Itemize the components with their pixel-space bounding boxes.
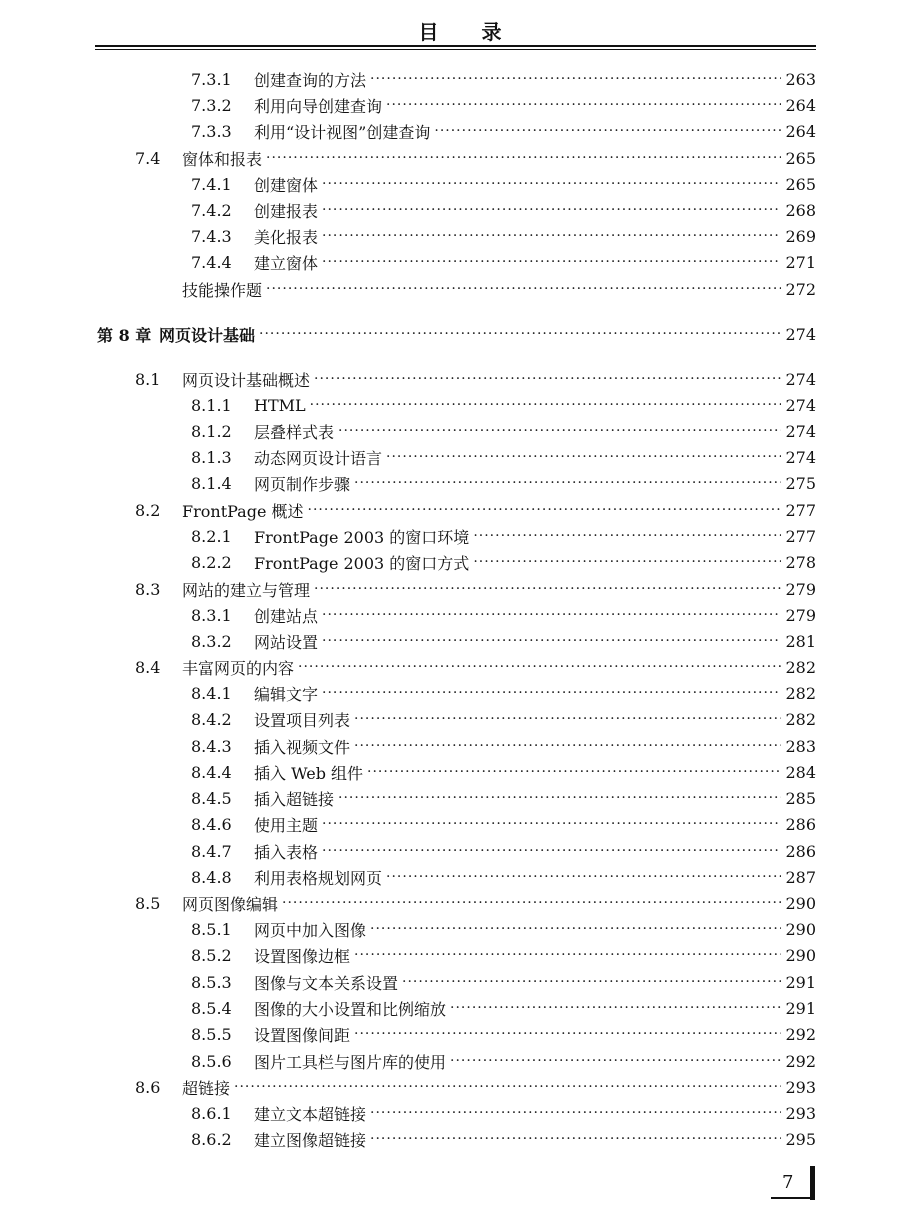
toc-leader-dots (322, 228, 781, 244)
toc-entry-number: 7.4.4 (191, 252, 232, 272)
toc-entry-number: 8.5.4 (191, 998, 232, 1018)
toc-entry (135, 1075, 816, 1099)
toc-entry (191, 812, 816, 836)
toc-entry-page: 277 (785, 526, 816, 546)
toc-entry-title: 网页设计基础 (159, 325, 256, 345)
toc-entry (191, 734, 816, 758)
toc-entry-number: 7.4.3 (191, 226, 232, 246)
toc-entry-page: 292 (785, 1051, 816, 1071)
toc-entry-title: 插入表格 (254, 842, 319, 862)
toc-entry-title: 层叠样式表 (254, 422, 335, 442)
toc-entry-page: 279 (785, 579, 816, 599)
toc-entry-number: 7.3.3 (191, 121, 232, 141)
toc-entry-title: 利用“设计视图”创建查询 (254, 122, 431, 142)
toc-entry-number: 第 8 章 (97, 325, 152, 345)
toc-entry-number: 8.4.1 (191, 683, 232, 703)
toc-entry-page: 286 (785, 841, 816, 861)
toc-entry-title: 网页中加入图像 (254, 920, 367, 940)
toc-leader-dots (266, 150, 781, 166)
toc-entry-page: 271 (785, 252, 816, 272)
toc-entry-title: 设置图像间距 (254, 1025, 351, 1045)
toc-entry-number: 8.5.5 (191, 1024, 232, 1044)
toc-entry-title: 图片工具栏与图片库的使用 (254, 1052, 447, 1072)
toc-entry (191, 471, 816, 495)
toc-entry-title: 网站设置 (254, 632, 319, 652)
toc-entry (191, 917, 816, 941)
toc-entry (191, 943, 816, 967)
toc-entry-page: 285 (785, 788, 816, 808)
toc-entry-number: 8.5.6 (191, 1051, 232, 1071)
toc-entry (191, 760, 816, 784)
toc-entry-number: 8.1 (135, 369, 161, 389)
toc-leader-dots (473, 554, 781, 570)
toc-entry-title: 图像的大小设置和比例缩放 (254, 999, 447, 1019)
toc-leader-dots (322, 843, 781, 859)
toc-entry-number: 8.5 (135, 893, 161, 913)
toc-entry-number: 8.1.4 (191, 473, 232, 493)
toc-leader-dots (367, 764, 781, 780)
toc-leader-dots (282, 895, 781, 911)
toc-entry-page: 282 (785, 657, 816, 677)
toc-leader-dots (434, 123, 781, 139)
toc-entry (135, 367, 816, 391)
toc-entry-page: 291 (785, 972, 816, 992)
toc-leader-dots (322, 816, 781, 832)
toc-entry-page: 290 (785, 893, 816, 913)
toc-entry (191, 786, 816, 810)
toc-entry (191, 419, 816, 443)
toc-leader-dots (322, 607, 781, 623)
toc-entry-title: HTML (254, 395, 306, 415)
toc-entry-number: 8.4.6 (191, 814, 232, 834)
toc-entry-page: 282 (785, 683, 816, 703)
toc-entry-title: 建立文本超链接 (254, 1104, 367, 1124)
toc-entry-number: 8.3.1 (191, 605, 232, 625)
toc-entry-number: 7.3.1 (191, 69, 232, 89)
toc-entry-page: 290 (785, 945, 816, 965)
toc-entry-page: 282 (785, 709, 816, 729)
toc-entry-page: 269 (785, 226, 816, 246)
toc-leader-dots (370, 1131, 781, 1147)
toc-leader-dots (473, 528, 781, 544)
toc-leader-dots (322, 633, 781, 649)
toc-entry-number: 8.2.1 (191, 526, 232, 546)
toc-entry-page: 265 (785, 174, 816, 194)
toc-entry-number: 8.1.2 (191, 421, 232, 441)
toc-entry (135, 146, 816, 170)
toc-entry (191, 603, 816, 627)
toc-entry (191, 119, 816, 143)
toc-entry-page: 281 (785, 631, 816, 651)
toc-entry (191, 224, 816, 248)
toc-leader-dots (266, 281, 781, 297)
toc-entry-page: 291 (785, 998, 816, 1018)
toc-entry-page: 295 (785, 1129, 816, 1149)
toc-entry (135, 277, 816, 301)
toc-entry-title: 网页设计基础概述 (182, 370, 311, 390)
toc-entry (191, 1022, 816, 1046)
page-number-bar (810, 1166, 815, 1200)
toc-entry-page: 274 (785, 447, 816, 467)
toc-leader-dots (354, 947, 781, 963)
toc-entry-number: 8.1.1 (191, 395, 232, 415)
toc-entry-number: 8.2.2 (191, 552, 232, 572)
toc-entry-page: 274 (785, 324, 816, 344)
toc-entry-title: 创建报表 (254, 201, 319, 221)
toc-entry-title: 设置图像边框 (254, 946, 351, 966)
toc-entry (135, 577, 816, 601)
toc-entry-title: 建立窗体 (254, 253, 319, 273)
toc-entry-page: 290 (785, 919, 816, 939)
toc-entry-title: 动态网页设计语言 (254, 448, 383, 468)
toc-entry-number: 8.4.3 (191, 736, 232, 756)
toc-leader-dots (370, 921, 781, 937)
toc-leader-dots (322, 202, 781, 218)
toc-leader-dots (338, 423, 781, 439)
toc-entry (191, 707, 816, 731)
toc-entry (191, 524, 816, 548)
toc-entry-number: 8.4.4 (191, 762, 232, 782)
toc-leader-dots (370, 1105, 781, 1121)
toc-leader-dots (338, 790, 781, 806)
toc-entry-number: 7.4 (135, 148, 161, 168)
toc-entry-number: 8.4.2 (191, 709, 232, 729)
toc-entry (191, 67, 816, 91)
toc-leader-dots (234, 1079, 781, 1095)
toc-leader-dots (402, 974, 781, 990)
toc-entry-page: 263 (785, 69, 816, 89)
toc-entry-page: 293 (785, 1077, 816, 1097)
toc-entry-title: 网站的建立与管理 (182, 580, 311, 600)
toc-entry-title: 插入 Web 组件 (254, 763, 364, 783)
toc-entry (191, 93, 816, 117)
toc-entry-page: 279 (785, 605, 816, 625)
toc-entry (191, 1127, 816, 1151)
toc-entry-number: 8.5.1 (191, 919, 232, 939)
toc-entry-title: 美化报表 (254, 227, 319, 247)
toc-entry-number: 8.5.3 (191, 972, 232, 992)
toc-leader-dots (322, 254, 781, 270)
toc-entry-number: 8.5.2 (191, 945, 232, 965)
toc-entry-number: 7.4.2 (191, 200, 232, 220)
toc-entry-page: 265 (785, 148, 816, 168)
toc-entry-page: 278 (785, 552, 816, 572)
toc-entry-page: 264 (785, 95, 816, 115)
toc-leader-dots (314, 581, 781, 597)
page-number: 7 (782, 1172, 794, 1193)
toc-entry (191, 172, 816, 196)
toc-leader-dots (298, 659, 781, 675)
toc-entry-title: 创建查询的方法 (254, 70, 367, 90)
toc-entry-page: 277 (785, 500, 816, 520)
toc-entry-number: 8.4 (135, 657, 161, 677)
toc-entry-title: 网页制作步骤 (254, 474, 351, 494)
page-header-title: 目 录 (418, 20, 520, 44)
toc-entry-page: 274 (785, 395, 816, 415)
toc-entry-page: 264 (785, 121, 816, 141)
toc-entry (191, 1101, 816, 1125)
toc-entry-page: 274 (785, 369, 816, 389)
toc-entry (191, 629, 816, 653)
toc-entry (191, 250, 816, 274)
toc-entry-page: 292 (785, 1024, 816, 1044)
toc-leader-dots (354, 711, 781, 727)
toc-entry-number: 8.1.3 (191, 447, 232, 467)
toc-entry-number: 7.3.2 (191, 95, 232, 115)
toc-entry-number: 8.4.5 (191, 788, 232, 808)
toc-entry-page: 286 (785, 814, 816, 834)
toc-entry-title: 设置项目列表 (254, 710, 351, 730)
toc-entry-page: 272 (785, 279, 816, 299)
toc-leader-dots (386, 869, 781, 885)
toc-entry-title: 网页图像编辑 (182, 894, 279, 914)
toc-entry-number: 8.3.2 (191, 631, 232, 651)
toc-entry-title: 利用表格规划网页 (254, 868, 383, 888)
toc-entry (191, 550, 816, 574)
toc-entry (191, 198, 816, 222)
toc-leader-dots (314, 371, 781, 387)
toc-entry-page: 284 (785, 762, 816, 782)
toc-entry (135, 498, 816, 522)
toc-leader-dots (450, 1000, 781, 1016)
toc-leader-dots (259, 326, 781, 342)
toc-entry-title: 插入视频文件 (254, 737, 351, 757)
toc-entry-title: 利用向导创建查询 (254, 96, 383, 116)
toc-entry-title: 丰富网页的内容 (182, 658, 295, 678)
toc-entry-title: 超链接 (182, 1078, 231, 1098)
toc-entry (191, 865, 816, 889)
toc-entry-number: 8.6.1 (191, 1103, 232, 1123)
toc-entry-page: 268 (785, 200, 816, 220)
toc-entry-page: 293 (785, 1103, 816, 1123)
toc-entry-title: 窗体和报表 (182, 149, 263, 169)
toc-leader-dots (450, 1053, 781, 1069)
toc-entry (191, 445, 816, 469)
toc-leader-dots (386, 97, 781, 113)
toc-leader-dots (354, 1026, 781, 1042)
toc-entry-title: 插入超链接 (254, 789, 335, 809)
toc-entry-title: 图像与文本关系设置 (254, 973, 399, 993)
toc-entry-number: 8.6.2 (191, 1129, 232, 1149)
toc-entry-page: 274 (785, 421, 816, 441)
toc-leader-dots (308, 502, 782, 518)
toc-entry-title: 编辑文字 (254, 684, 319, 704)
toc-leader-dots (354, 475, 781, 491)
toc-entry-number: 7.4.1 (191, 174, 232, 194)
toc-leader-dots (354, 738, 781, 754)
toc-entry-page: 287 (785, 867, 816, 887)
toc-entry-title: 创建窗体 (254, 175, 319, 195)
toc-entry-number: 8.6 (135, 1077, 161, 1097)
toc-entry (191, 839, 816, 863)
toc-leader-dots (386, 449, 781, 465)
toc-entry (191, 996, 816, 1020)
toc-entry-number: 8.4.8 (191, 867, 232, 887)
toc-leader-dots (322, 176, 781, 192)
toc-entry-number: 8.2 (135, 500, 161, 520)
toc-entry (135, 655, 816, 679)
toc-entry-title: 使用主题 (254, 815, 319, 835)
toc-chapter-entry (97, 322, 816, 346)
toc-entry-number: 8.3 (135, 579, 161, 599)
toc-entry-title: 创建站点 (254, 606, 319, 626)
toc-entry-page: 283 (785, 736, 816, 756)
toc-entry-title: 建立图像超链接 (254, 1130, 367, 1150)
toc-entry-title: 技能操作题 (182, 280, 263, 300)
toc-entry-title: FrontPage 概述 (182, 501, 304, 521)
toc-entry (191, 970, 816, 994)
toc-entry-title: FrontPage 2003 的窗口环境 (254, 527, 470, 547)
toc-leader-dots (322, 685, 781, 701)
toc-entry (191, 1049, 816, 1073)
toc-entry-page: 275 (785, 473, 816, 493)
toc-entry (135, 891, 816, 915)
toc-leader-dots (370, 71, 781, 87)
toc-entry (191, 681, 816, 705)
toc-leader-dots (310, 397, 782, 413)
toc-entry-title: FrontPage 2003 的窗口方式 (254, 553, 470, 573)
toc-entry (191, 393, 816, 417)
toc-entry-number: 8.4.7 (191, 841, 232, 861)
